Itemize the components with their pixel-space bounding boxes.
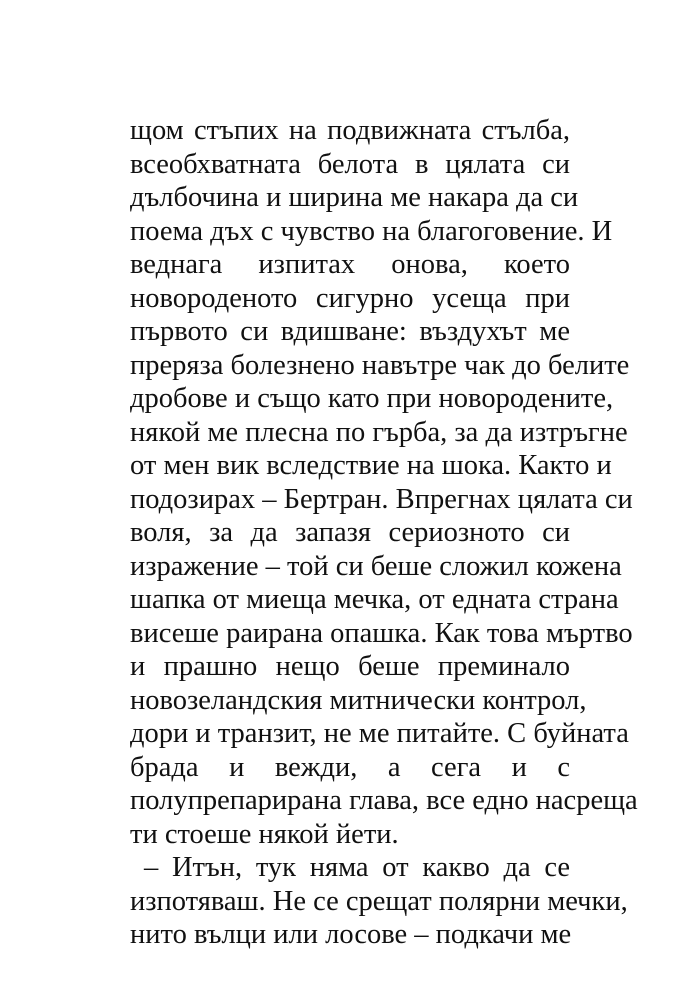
text-line: щом стъпих на подвижната стълба, [130, 115, 570, 146]
text-line: някой ме плесна по гърба, за да изтръгне [130, 416, 628, 448]
text-line: поема дъх с чувство на благоговение. И [130, 215, 613, 247]
text-line: всеобхватната белота в цялата си [130, 148, 570, 180]
text-line: брада и вежди, а сега и с [130, 751, 570, 783]
body-text [130, 114, 638, 952]
text-line: новороденото сигурно усеща при [130, 282, 570, 314]
text-line: ти стоеше някой йети. [130, 818, 399, 850]
text-line: от мен вик вследствие на шока. Както и [130, 450, 612, 481]
text-line: шапка от миеща мечка, от едната страна [130, 584, 619, 615]
paragraph [130, 851, 628, 952]
text-line: дробове и също като при новородените, [130, 383, 614, 414]
text-line: първото си вдишване: въздухът ме [130, 316, 570, 347]
text-line: преряза болезнено навътре чак до белите [130, 349, 630, 381]
text-line: дори и транзит, не ме питайте. С буйната [130, 718, 629, 749]
text-line: изражение – той си беше сложил кожена [130, 550, 622, 582]
text-line: новозеландския митнически контрол, [130, 684, 587, 716]
text-line: подозирах – Бертран. Впрегнах цялата си [130, 483, 633, 515]
text-line: – Итън, тук няма от какво да се [144, 852, 570, 883]
text-line: и прашно нещо беше преминало [130, 651, 570, 682]
text-line: изпотяваш. Не се срещат полярни мечки, [130, 885, 628, 917]
text-line: воля, за да запазя сериозното си [130, 517, 570, 548]
paragraph [130, 114, 638, 851]
text-line: нито вълци или лосове – подкачи ме [130, 919, 572, 950]
text-line: висеше раирана опашка. Как това мъртво [130, 617, 633, 649]
text-line: дълбочина и ширина ме накара да си [130, 182, 579, 213]
text-line: веднага изпитах онова, което [130, 249, 570, 280]
text-line: полупрепарирана глава, все едно насреща [130, 785, 638, 816]
